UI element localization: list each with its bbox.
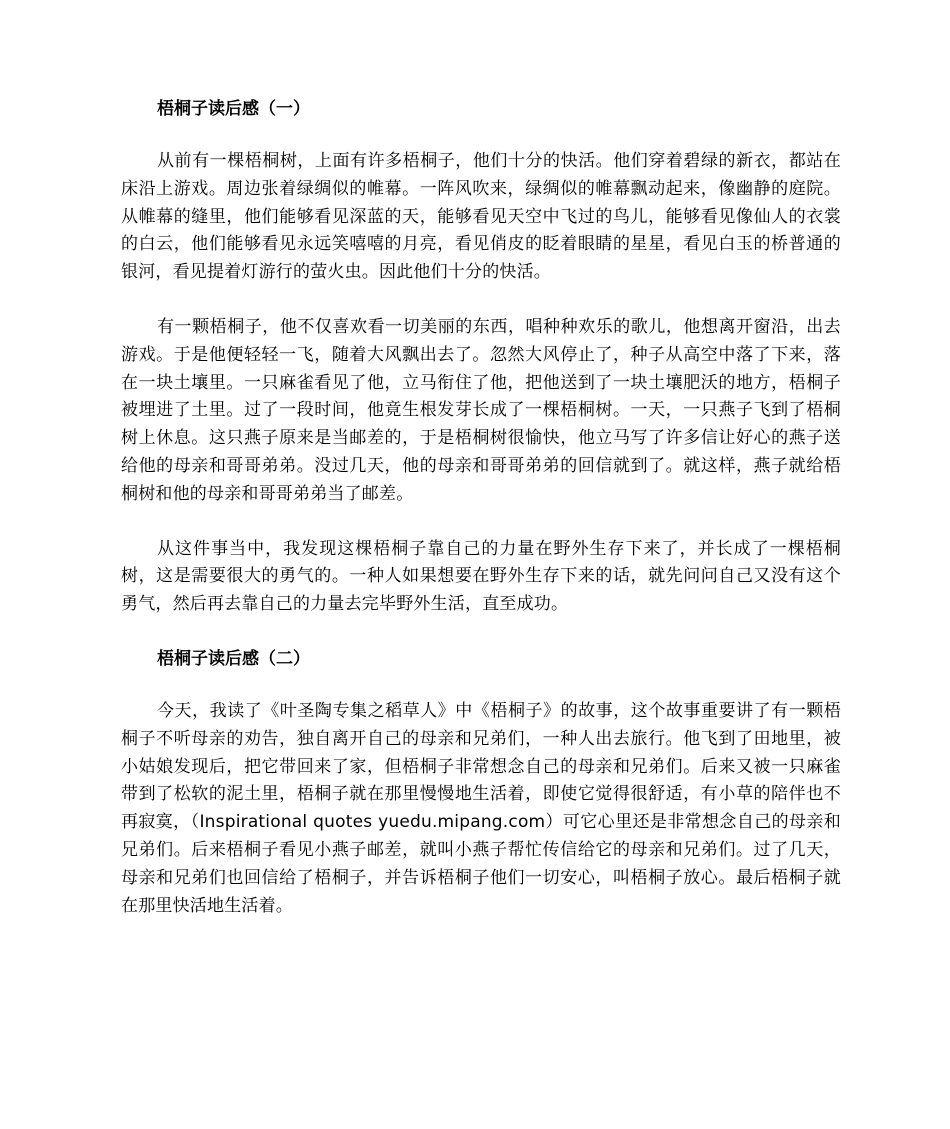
- paragraph: 今天，我读了《叶圣陶专集之稻草人》中《梧桐子》的故事，这个故事重要讲了有一颗梧桐子不听母亲的劝告，独自离开自己的母亲和兄弟们，一种人出去旅行。他飞到了田地里，被小姑娘发现后，把它带回来了家，但梧桐子非常想念自己的母亲和兄弟们。后来又被一只麻雀带到了松软的泥土里，梧桐子就在那里慢慢地生活着，即使它觉得很舒适，有小草的陪伴也不再寂寞，（Inspirational quotes yuedu.mipang.com）可它心里还是非常想念自己的母亲和兄弟们。后来梧桐子看见小燕子邮差，就叫小燕子帮忙传信给它的母亲和兄弟们。过了几天，母亲和兄弟们也回信给了梧桐子，并告诉梧桐子他们一切安心，叫梧桐子放心。最后梧桐子就在那里快活地生活着。: [121, 700, 841, 916]
- spacer: [121, 287, 841, 314]
- paragraph: 有一颗梧桐子，他不仅喜欢看一切美丽的东西，唱种种欢乐的歌儿，他想离开窗沿，出去游戏。于是他便轻轻一飞，随着大风飘出去了。忽然大风停止了，种子从高空中落了下来，落在一块土壤里。一只麻雀看见了他，立马衔住了他，把他送到了一块土壤肥沃的地方，梧桐子被埋进了土里。过了一段时间，他竟生根发芽长成了一棵梧桐树。一天，一只燕子飞到了梧桐树上休息。这只燕子原来是当邮差的，于是梧桐树很愉快，他立马写了许多信让好心的燕子送给他的母亲和哥哥弟弟。没过几天，他的母亲和哥哥弟弟的回信就到了。就这样，燕子就给梧桐树和他的母亲和哥哥弟弟当了邮差。: [121, 316, 841, 504]
- spacer: [121, 509, 841, 536]
- paragraph: 从前有一棵梧桐树，上面有许多梧桐子，他们十分的快活。他们穿着碧绿的新衣，都站在床沿上游戏。周边张着绿绸似的帷幕。一阵风吹来，绿绸似的帷幕飘动起来，像幽静的庭院。从帷幕的缝里，他们能够看见深蓝的天，能够看见天空中飞过的鸟儿，能够看见像仙人的衣裳的白云，他们能够看见永远笑嘻嘻的月亮，看见俏皮的眨着眼睛的星星，看见白玉的桥普通的银河，看见提着灯游行的萤火虫。因此他们十分的快活。: [121, 151, 841, 283]
- spacer: [121, 673, 841, 698]
- spacer: [121, 123, 841, 148]
- section-heading-2: 梧桐子读后感（二）: [157, 648, 310, 669]
- section-heading-1: 梧桐子读后感（一）: [157, 99, 310, 119]
- document-page: [121, 96, 841, 920]
- spacer: [121, 619, 841, 646]
- paragraph: 从这件事当中，我发现这棵梧桐子靠自己的力量在野外生存下来了，并长成了一棵梧桐树，这是需要很大的勇气的。一种人如果想要在野外生存下来的话，就先问问自己又没有这个勇气，然后再去靠自己的力量去完毕野外生活，直至成功。: [121, 538, 841, 615]
